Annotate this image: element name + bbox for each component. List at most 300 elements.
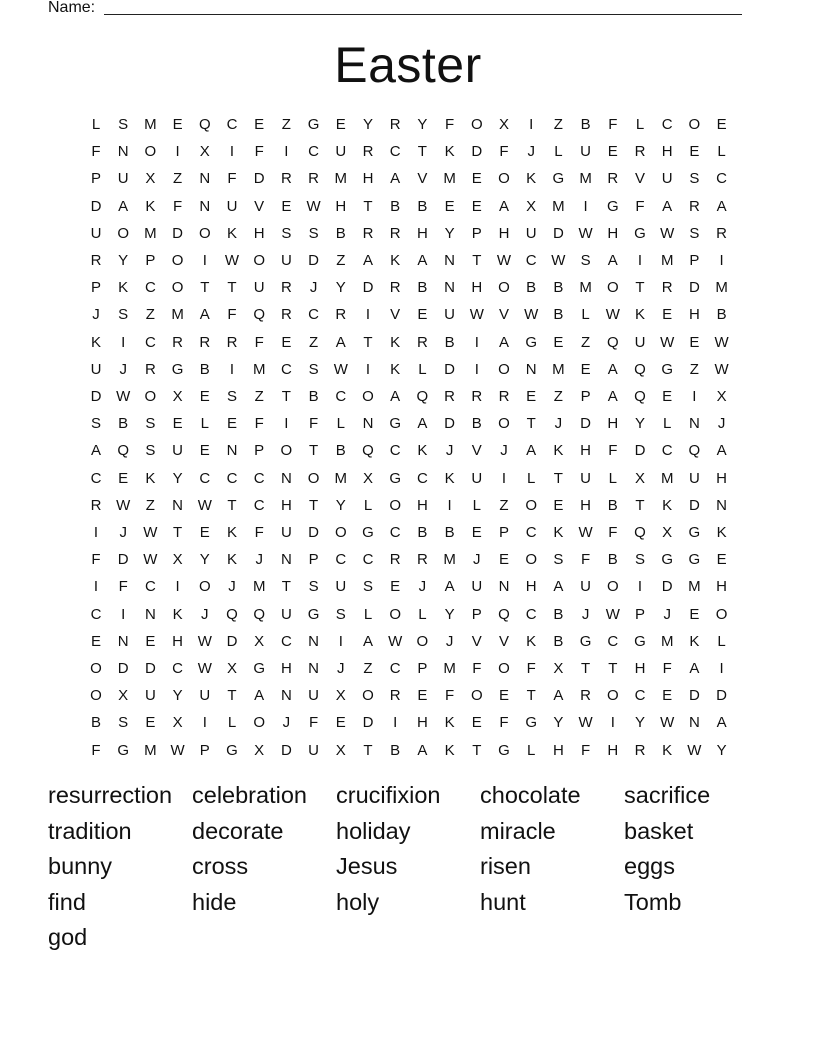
grid-letter[interactable]: D	[444, 360, 456, 378]
grid-letter[interactable]: F	[254, 143, 264, 161]
grid-letter[interactable]: G	[688, 551, 701, 569]
grid-letter[interactable]: I	[284, 143, 289, 161]
grid-letter[interactable]: T	[363, 333, 373, 351]
grid-letter[interactable]: B	[335, 442, 346, 460]
grid-letter[interactable]: C	[90, 605, 102, 623]
grid-letter[interactable]: N	[308, 632, 320, 650]
grid-letter[interactable]: Z	[254, 388, 264, 405]
grid-letter[interactable]: T	[173, 524, 183, 541]
grid-letter[interactable]: O	[90, 660, 102, 677]
grid-letter[interactable]: K	[553, 524, 564, 541]
grid-letter[interactable]: J	[500, 442, 508, 460]
grid-letter[interactable]: A	[362, 632, 373, 650]
grid-letter[interactable]: A	[335, 333, 346, 351]
grid-letter[interactable]: D	[471, 143, 483, 161]
grid-letter[interactable]: E	[118, 469, 129, 487]
grid-letter[interactable]: E	[662, 687, 673, 705]
grid-letter[interactable]: Z	[553, 116, 563, 133]
grid-letter[interactable]: J	[527, 143, 535, 161]
grid-letter[interactable]: T	[608, 660, 618, 677]
grid-letter[interactable]: W	[496, 252, 512, 269]
grid-letter[interactable]: W	[333, 360, 348, 378]
grid-letter[interactable]: A	[716, 442, 727, 460]
grid-letter[interactable]: K	[417, 442, 428, 460]
grid-letter[interactable]: M	[144, 224, 157, 242]
grid-letter[interactable]: O	[498, 415, 510, 433]
grid-letter[interactable]: G	[661, 551, 674, 569]
grid-letter[interactable]: K	[444, 143, 455, 161]
grid-letter[interactable]: R	[90, 252, 102, 269]
grid-letter[interactable]: K	[444, 469, 455, 487]
grid-letter[interactable]: P	[90, 170, 101, 188]
grid-letter[interactable]: L	[581, 306, 590, 324]
grid-letter[interactable]: R	[389, 551, 401, 569]
grid-letter[interactable]: H	[607, 741, 619, 759]
grid-letter[interactable]: C	[525, 524, 537, 541]
grid-letter[interactable]: Y	[199, 551, 210, 569]
grid-letter[interactable]: K	[145, 469, 156, 487]
grid-letter[interactable]: E	[580, 360, 591, 378]
grid-letter[interactable]: N	[688, 415, 700, 433]
grid-letter[interactable]: D	[308, 524, 320, 541]
grid-letter[interactable]: Y	[172, 469, 183, 487]
grid-letter[interactable]: E	[172, 116, 183, 133]
grid-letter[interactable]: Z	[689, 360, 699, 378]
grid-letter[interactable]: F	[309, 714, 319, 732]
grid-letter[interactable]: R	[661, 279, 673, 297]
grid-letter[interactable]: Y	[634, 415, 645, 433]
grid-letter[interactable]: E	[417, 687, 428, 705]
grid-letter[interactable]: I	[121, 605, 126, 623]
grid-letter[interactable]: E	[226, 415, 237, 433]
grid-letter[interactable]: H	[471, 279, 483, 297]
grid-letter[interactable]: G	[498, 741, 510, 759]
grid-letter[interactable]: E	[498, 687, 509, 705]
grid-letter[interactable]: O	[362, 687, 374, 705]
grid-letter[interactable]: J	[119, 360, 127, 378]
grid-letter[interactable]: J	[418, 578, 427, 596]
grid-letter[interactable]: C	[335, 388, 347, 405]
grid-letter[interactable]: X	[362, 469, 373, 487]
grid-letter[interactable]: T	[200, 279, 210, 297]
grid-letter[interactable]: R	[280, 279, 292, 297]
grid-letter[interactable]: C	[308, 143, 320, 161]
grid-letter[interactable]: I	[637, 578, 643, 596]
grid-letter[interactable]: D	[362, 714, 374, 732]
grid-letter[interactable]: Q	[498, 605, 510, 623]
grid-letter[interactable]: F	[91, 741, 101, 759]
grid-letter[interactable]: M	[144, 741, 157, 759]
grid-letter[interactable]: V	[390, 306, 401, 324]
grid-letter[interactable]: W	[714, 360, 729, 378]
grid-letter[interactable]: C	[389, 143, 401, 161]
grid-letter[interactable]: N	[688, 714, 700, 732]
grid-letter[interactable]: I	[529, 116, 534, 133]
grid-letter[interactable]: B	[390, 741, 401, 759]
grid-letter[interactable]: H	[280, 496, 292, 514]
grid-letter[interactable]: O	[525, 551, 538, 569]
grid-letter[interactable]: X	[254, 632, 265, 650]
grid-letter[interactable]: E	[498, 551, 509, 569]
grid-letter[interactable]: Y	[417, 116, 428, 133]
grid-letter[interactable]: A	[118, 197, 129, 215]
grid-letter[interactable]: I	[610, 714, 615, 732]
grid-letter[interactable]: I	[175, 578, 180, 596]
grid-letter[interactable]: C	[661, 116, 673, 133]
grid-letter[interactable]: K	[716, 524, 727, 541]
grid-letter[interactable]: F	[662, 660, 672, 677]
grid-letter[interactable]: U	[444, 306, 456, 324]
grid-letter[interactable]: M	[252, 360, 266, 378]
grid-letter[interactable]: H	[416, 224, 428, 242]
grid-letter[interactable]: A	[199, 306, 210, 324]
grid-letter[interactable]: U	[335, 578, 347, 596]
grid-letter[interactable]: I	[202, 714, 207, 732]
grid-letter[interactable]: V	[498, 306, 509, 324]
grid-letter[interactable]: S	[145, 415, 156, 433]
grid-letter[interactable]: K	[226, 524, 237, 541]
grid-letter[interactable]: K	[390, 333, 401, 351]
grid-letter[interactable]: F	[499, 143, 509, 161]
grid-letter[interactable]: O	[606, 578, 619, 596]
grid-letter[interactable]: S	[335, 605, 346, 623]
grid-letter[interactable]: I	[93, 524, 99, 541]
grid-letter[interactable]: K	[390, 360, 401, 378]
grid-letter[interactable]: D	[661, 578, 673, 596]
grid-letter[interactable]: L	[363, 605, 373, 623]
grid-letter[interactable]: W	[660, 714, 675, 732]
grid-letter[interactable]: T	[472, 741, 482, 759]
grid-letter[interactable]: Q	[606, 333, 619, 351]
grid-letter[interactable]: R	[389, 279, 401, 297]
grid-letter[interactable]: L	[527, 741, 536, 759]
grid-letter[interactable]: R	[280, 170, 292, 188]
grid-letter[interactable]: F	[445, 116, 455, 133]
grid-letter[interactable]: L	[418, 605, 427, 623]
grid-letter[interactable]: C	[280, 360, 292, 378]
grid-letter[interactable]: D	[172, 224, 184, 242]
grid-letter[interactable]: L	[363, 496, 373, 514]
grid-letter[interactable]: A	[390, 170, 401, 188]
grid-letter[interactable]: D	[688, 687, 700, 705]
grid-letter[interactable]: C	[525, 605, 537, 623]
grid-letter[interactable]: W	[224, 252, 240, 269]
grid-letter[interactable]: Z	[336, 252, 346, 269]
grid-letter[interactable]: H	[253, 224, 265, 242]
grid-letter[interactable]: F	[472, 660, 482, 677]
grid-letter[interactable]: C	[607, 632, 619, 650]
grid-letter[interactable]: M	[252, 578, 266, 596]
grid-letter[interactable]: O	[171, 279, 184, 297]
grid-letter[interactable]: R	[172, 333, 184, 351]
grid-letter[interactable]: V	[417, 170, 428, 188]
grid-letter[interactable]: F	[254, 333, 264, 351]
grid-letter[interactable]: Z	[281, 116, 291, 133]
grid-letter[interactable]: D	[280, 741, 292, 759]
grid-letter[interactable]: S	[90, 415, 101, 433]
grid-letter[interactable]: M	[334, 469, 348, 487]
grid-letter[interactable]: K	[118, 279, 129, 297]
grid-letter[interactable]: C	[253, 496, 265, 514]
grid-letter[interactable]: G	[552, 170, 565, 188]
grid-letter[interactable]: H	[498, 224, 510, 242]
grid-letter[interactable]: G	[579, 632, 592, 650]
grid-letter[interactable]: W	[306, 197, 321, 215]
grid-letter[interactable]: R	[335, 306, 347, 324]
grid-letter[interactable]: C	[661, 442, 673, 460]
grid-letter[interactable]: K	[226, 551, 237, 569]
grid-letter[interactable]: A	[90, 442, 101, 460]
grid-letter[interactable]: G	[362, 524, 374, 541]
grid-letter[interactable]: E	[526, 388, 537, 405]
grid-letter[interactable]: V	[471, 442, 482, 460]
grid-letter[interactable]: G	[253, 660, 266, 677]
grid-letter[interactable]: O	[470, 687, 483, 705]
grid-letter[interactable]: I	[229, 143, 235, 161]
grid-letter[interactable]: E	[689, 605, 700, 623]
grid-letter[interactable]: Q	[634, 388, 646, 405]
grid-letter[interactable]: X	[526, 197, 537, 215]
grid-letter[interactable]: U	[90, 224, 102, 242]
grid-letter[interactable]: E	[254, 116, 265, 133]
grid-letter[interactable]: H	[716, 578, 728, 596]
grid-letter[interactable]: I	[474, 360, 479, 378]
grid-letter[interactable]: O	[253, 714, 266, 732]
grid-letter[interactable]: O	[280, 442, 293, 460]
grid-letter[interactable]: T	[363, 197, 373, 215]
grid-letter[interactable]: H	[525, 578, 537, 596]
grid-letter[interactable]: H	[172, 632, 184, 650]
grid-letter[interactable]: A	[607, 360, 618, 378]
grid-letter[interactable]: C	[716, 170, 728, 188]
grid-letter[interactable]: B	[553, 306, 564, 324]
grid-letter[interactable]: A	[390, 388, 401, 405]
grid-letter[interactable]: A	[417, 415, 428, 433]
grid-letter[interactable]: U	[580, 578, 592, 596]
grid-letter[interactable]: X	[145, 170, 156, 188]
grid-letter[interactable]: M	[660, 469, 674, 487]
grid-letter[interactable]: K	[689, 632, 700, 650]
grid-letter[interactable]: W	[197, 496, 212, 514]
grid-letter[interactable]: I	[719, 660, 724, 677]
grid-letter[interactable]: B	[580, 116, 591, 133]
grid-letter[interactable]: T	[281, 388, 291, 405]
grid-letter[interactable]: E	[471, 170, 482, 188]
grid-letter[interactable]: F	[581, 551, 591, 569]
grid-letter[interactable]: G	[307, 605, 320, 623]
grid-letter[interactable]: G	[688, 524, 701, 541]
grid-letter[interactable]: S	[145, 442, 156, 460]
grid-letter[interactable]: R	[634, 143, 646, 161]
grid-letter[interactable]: R	[580, 687, 592, 705]
grid-letter[interactable]: S	[634, 551, 645, 569]
grid-letter[interactable]: F	[227, 170, 237, 188]
grid-letter[interactable]: B	[335, 224, 346, 242]
grid-letter[interactable]: P	[145, 252, 156, 269]
grid-letter[interactable]: J	[255, 551, 263, 569]
grid-letter[interactable]: W	[170, 741, 185, 759]
grid-letter[interactable]: I	[365, 306, 371, 324]
grid-letter[interactable]: Q	[634, 524, 646, 541]
grid-letter[interactable]: J	[473, 551, 481, 569]
grid-letter[interactable]: R	[389, 687, 401, 705]
grid-letter[interactable]: O	[307, 469, 320, 487]
grid-letter[interactable]: B	[553, 632, 564, 650]
grid-letter[interactable]: X	[335, 687, 346, 705]
grid-letter[interactable]: X	[172, 714, 183, 732]
grid-letter[interactable]: F	[173, 197, 183, 215]
grid-letter[interactable]: G	[634, 224, 646, 242]
grid-letter[interactable]: B	[526, 279, 537, 297]
grid-letter[interactable]: H	[580, 496, 592, 514]
grid-letter[interactable]: X	[199, 143, 210, 161]
grid-letter[interactable]: I	[719, 252, 724, 269]
grid-letter[interactable]: F	[581, 741, 591, 759]
grid-letter[interactable]: A	[553, 687, 564, 705]
grid-letter[interactable]: F	[608, 442, 618, 460]
grid-letter[interactable]: I	[93, 578, 99, 596]
grid-letter[interactable]: W	[388, 632, 403, 650]
grid-letter[interactable]: D	[716, 687, 728, 705]
grid-letter[interactable]: A	[444, 578, 455, 596]
grid-letter[interactable]: B	[553, 279, 564, 297]
grid-letter[interactable]: O	[198, 578, 211, 596]
grid-letter[interactable]: J	[92, 306, 100, 324]
grid-letter[interactable]: E	[662, 306, 673, 324]
grid-letter[interactable]: H	[552, 741, 564, 759]
grid-letter[interactable]: P	[634, 605, 645, 623]
grid-letter[interactable]: L	[717, 143, 726, 161]
grid-letter[interactable]: G	[661, 360, 674, 378]
grid-letter[interactable]: U	[226, 197, 238, 215]
grid-letter[interactable]: N	[525, 360, 537, 378]
grid-letter[interactable]: B	[308, 388, 319, 405]
grid-letter[interactable]: L	[91, 116, 101, 133]
grid-letter[interactable]: A	[417, 252, 428, 269]
grid-letter[interactable]: O	[416, 632, 429, 650]
grid-letter[interactable]: H	[634, 660, 646, 677]
grid-letter[interactable]: A	[498, 333, 509, 351]
grid-letter[interactable]: R	[634, 741, 646, 759]
grid-letter[interactable]: R	[362, 224, 374, 242]
grid-letter[interactable]: N	[308, 660, 320, 677]
grid-letter[interactable]: C	[389, 660, 401, 677]
grid-letter[interactable]: U	[634, 333, 646, 351]
grid-letter[interactable]: X	[553, 660, 564, 677]
grid-letter[interactable]: O	[198, 224, 211, 242]
grid-letter[interactable]: Q	[198, 116, 211, 133]
name-field[interactable]	[48, 0, 742, 16]
grid-letter[interactable]: U	[580, 469, 592, 487]
grid-letter[interactable]: A	[716, 197, 727, 215]
grid-letter[interactable]: R	[199, 333, 211, 351]
grid-letter[interactable]: T	[227, 279, 237, 297]
grid-letter[interactable]: D	[226, 632, 238, 650]
grid-letter[interactable]: F	[91, 143, 101, 161]
grid-letter[interactable]: W	[524, 306, 539, 324]
grid-letter[interactable]: I	[229, 360, 235, 378]
grid-letter[interactable]: L	[336, 415, 345, 433]
grid-letter[interactable]: B	[390, 197, 401, 215]
grid-letter[interactable]: P	[689, 252, 700, 269]
grid-letter[interactable]: V	[254, 197, 265, 215]
grid-letter[interactable]: N	[444, 279, 456, 297]
grid-letter[interactable]: K	[390, 252, 401, 269]
grid-letter[interactable]: B	[716, 306, 727, 324]
grid-letter[interactable]: J	[201, 605, 209, 623]
grid-letter[interactable]: N	[498, 578, 510, 596]
grid-letter[interactable]: S	[689, 224, 700, 242]
grid-letter[interactable]: F	[608, 524, 618, 541]
grid-letter[interactable]: N	[117, 632, 129, 650]
grid-letter[interactable]: A	[417, 741, 428, 759]
grid-letter[interactable]: C	[90, 469, 102, 487]
grid-letter[interactable]: X	[335, 741, 346, 759]
grid-letter[interactable]: M	[334, 170, 348, 188]
grid-letter[interactable]: E	[444, 197, 455, 215]
grid-letter[interactable]: A	[526, 442, 537, 460]
grid-letter[interactable]: C	[362, 551, 374, 569]
grid-letter[interactable]: Q	[117, 442, 130, 460]
grid-letter[interactable]: H	[362, 170, 374, 188]
grid-letter[interactable]: L	[663, 415, 672, 433]
grid-letter[interactable]: V	[471, 632, 482, 650]
grid-letter[interactable]: P	[90, 279, 101, 297]
grid-letter[interactable]: W	[578, 524, 593, 541]
grid-letter[interactable]: U	[280, 605, 292, 623]
grid-letter[interactable]: R	[280, 306, 292, 324]
grid-letter[interactable]: Y	[444, 224, 455, 242]
grid-letter[interactable]: B	[471, 415, 482, 433]
grid-letter[interactable]: C	[144, 578, 156, 596]
grid-letter[interactable]: T	[526, 687, 536, 705]
grid-letter[interactable]: Y	[335, 279, 346, 297]
grid-letter[interactable]: S	[281, 224, 292, 242]
grid-letter[interactable]: V	[498, 632, 509, 650]
grid-letter[interactable]: D	[688, 496, 700, 514]
grid-letter[interactable]: E	[471, 714, 482, 732]
grid-letter[interactable]: D	[144, 660, 156, 677]
grid-letter[interactable]: D	[253, 170, 265, 188]
grid-letter[interactable]: O	[90, 687, 102, 705]
grid-letter[interactable]: B	[199, 360, 210, 378]
grid-letter[interactable]: C	[335, 551, 347, 569]
grid-letter[interactable]: O	[606, 687, 619, 705]
grid-letter[interactable]: R	[716, 224, 728, 242]
grid-letter[interactable]: K	[553, 442, 564, 460]
grid-letter[interactable]: R	[90, 496, 102, 514]
grid-letter[interactable]: H	[580, 442, 592, 460]
grid-letter[interactable]: Z	[145, 496, 155, 514]
grid-letter[interactable]: D	[444, 415, 456, 433]
grid-letter[interactable]: L	[227, 714, 237, 732]
grid-letter[interactable]: U	[471, 578, 483, 596]
grid-letter[interactable]: H	[280, 660, 292, 677]
grid-letter[interactable]: D	[688, 279, 700, 297]
grid-letter[interactable]: S	[308, 224, 319, 242]
grid-letter[interactable]: R	[416, 551, 428, 569]
grid-letter[interactable]: K	[444, 741, 455, 759]
grid-letter[interactable]: A	[716, 714, 727, 732]
grid-letter[interactable]: I	[583, 197, 588, 215]
grid-letter[interactable]: K	[526, 632, 537, 650]
grid-letter[interactable]: N	[144, 605, 156, 623]
grid-letter[interactable]: O	[253, 252, 266, 269]
grid-letter[interactable]: T	[417, 143, 427, 161]
grid-letter[interactable]: L	[418, 360, 427, 378]
grid-letter[interactable]: Y	[335, 496, 346, 514]
grid-letter[interactable]: T	[227, 687, 237, 705]
